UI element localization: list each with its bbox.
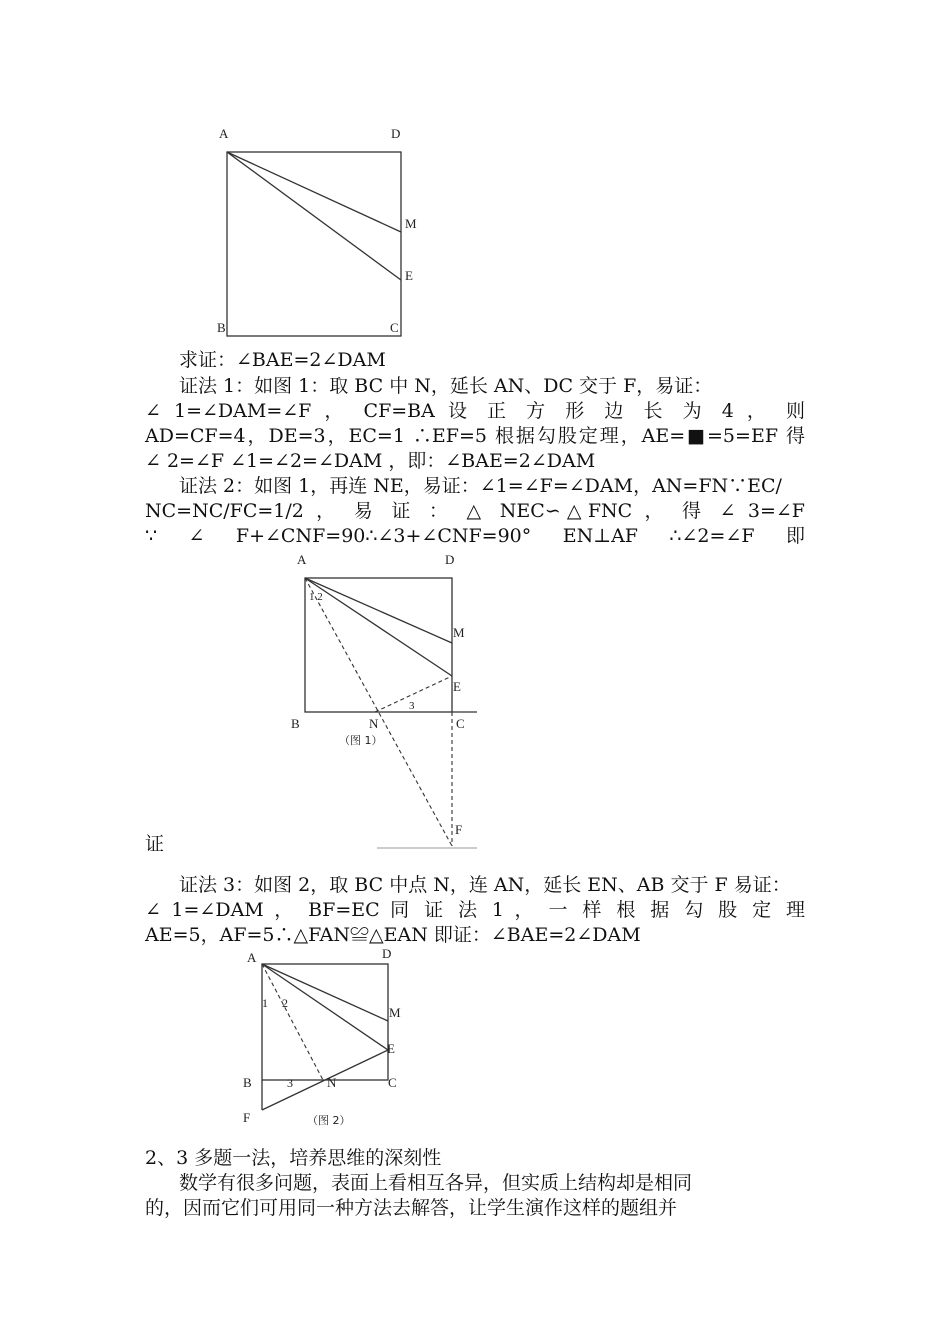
label-e: E (387, 1041, 395, 1056)
label-a: A (247, 950, 257, 965)
label-n: N (327, 1075, 337, 1090)
method2-line4: 证 (145, 833, 165, 855)
square-abcd (305, 578, 452, 712)
label-d: D (391, 126, 401, 141)
label-e: E (453, 679, 461, 694)
label-angle1: 1 (262, 996, 268, 1010)
label-n: N (369, 716, 379, 731)
label-f: F (455, 822, 463, 837)
method2-line1: 证法 2：如图 1，再连 NE，易证：∠1=∠F=∠DAM，AN=FN∵EC/ (179, 475, 782, 497)
section2-line2: 的，因而它们可用同一种方法去解答，让学生演作这样的题组并 (145, 1197, 678, 1219)
label-d: D (445, 552, 455, 567)
label-c: C (390, 320, 399, 335)
segment-ae (305, 578, 452, 676)
figure-square-top (205, 120, 435, 345)
label-a: A (297, 552, 307, 567)
segment-an-dashed (262, 964, 323, 1080)
label-b: B (243, 1075, 252, 1090)
segment-ae (227, 152, 401, 280)
method2-line2: NC=NC/FC=1/2 ， 易 证 ： △ NEC∽△FNC ， 得 ∠ 3=∠F (145, 500, 805, 522)
method1-line2: ∠ 1=∠DAM=∠F ， CF=BA 设 正 方 形 边 长 为 4 ， 则 (145, 400, 805, 422)
label-f: F (243, 1110, 251, 1125)
figure-1 (285, 548, 485, 853)
label-d: D (382, 946, 392, 961)
segment-am (262, 964, 388, 1021)
label-m: M (389, 1005, 401, 1020)
label-m: M (453, 625, 465, 640)
method1-line4: ∠ 2=∠F ∠1=∠2=∠DAM ，即：∠BAE=2∠DAM (145, 450, 596, 472)
figure-2 (235, 944, 425, 1134)
method3-line2: ∠ 1=∠DAM ， BF=EC 同 证 法 1 ， 一 样 根 据 勾 股 定 理 (145, 899, 805, 921)
figure-1-caption: （图 1） (339, 734, 383, 747)
label-angle3: 3 (409, 700, 415, 712)
method1-line1: 证法 1：如图 1：取 BC 中 N，延长 AN、DC 交于 F，易证： (179, 375, 713, 397)
method3-line1: 证法 3：如图 2，取 BC 中点 N，连 AN，延长 EN、AB 交于 F 易证： (179, 874, 791, 896)
label-c: C (456, 716, 465, 731)
label-b: B (291, 716, 300, 731)
label-b: B (217, 320, 226, 335)
label-e: E (405, 268, 413, 283)
segment-ae (262, 964, 388, 1050)
section2-line1: 数学有很多问题，表面上看相互各异，但实质上结构却是相同 (179, 1172, 693, 1194)
segment-am (305, 578, 452, 643)
square-abcd (227, 152, 401, 336)
square-abcd (262, 964, 388, 1080)
label-angle3: 3 (287, 1076, 293, 1090)
method3-line3: AE=5，AF=5∴△FAN≌△EAN 即证：∠BAE=2∠DAM (145, 924, 641, 946)
method2-line3: ∵ ∠ F+∠CNF=90∴∠3+∠CNF=90° EN⊥AF ∴∠2=∠F 即 (145, 525, 805, 547)
label-angle2: 2 (282, 996, 288, 1010)
label-angle12: 1 2 (309, 591, 323, 603)
method1-line3: AD=CF=4，DE=3，EC=1 ∴EF=5 根据勾股定理，AE=■=5=EF 得 (145, 425, 805, 447)
section2-heading: 2、3 多题一法，培养思维的深刻性 (145, 1147, 442, 1169)
label-a: A (219, 126, 229, 141)
segment-am (227, 152, 401, 232)
label-m: M (405, 216, 417, 231)
prove-statement: 求证：∠BAE=2∠DAM (179, 349, 386, 371)
label-c: C (388, 1075, 397, 1090)
figure-2-caption: （图 2） (307, 1114, 351, 1127)
